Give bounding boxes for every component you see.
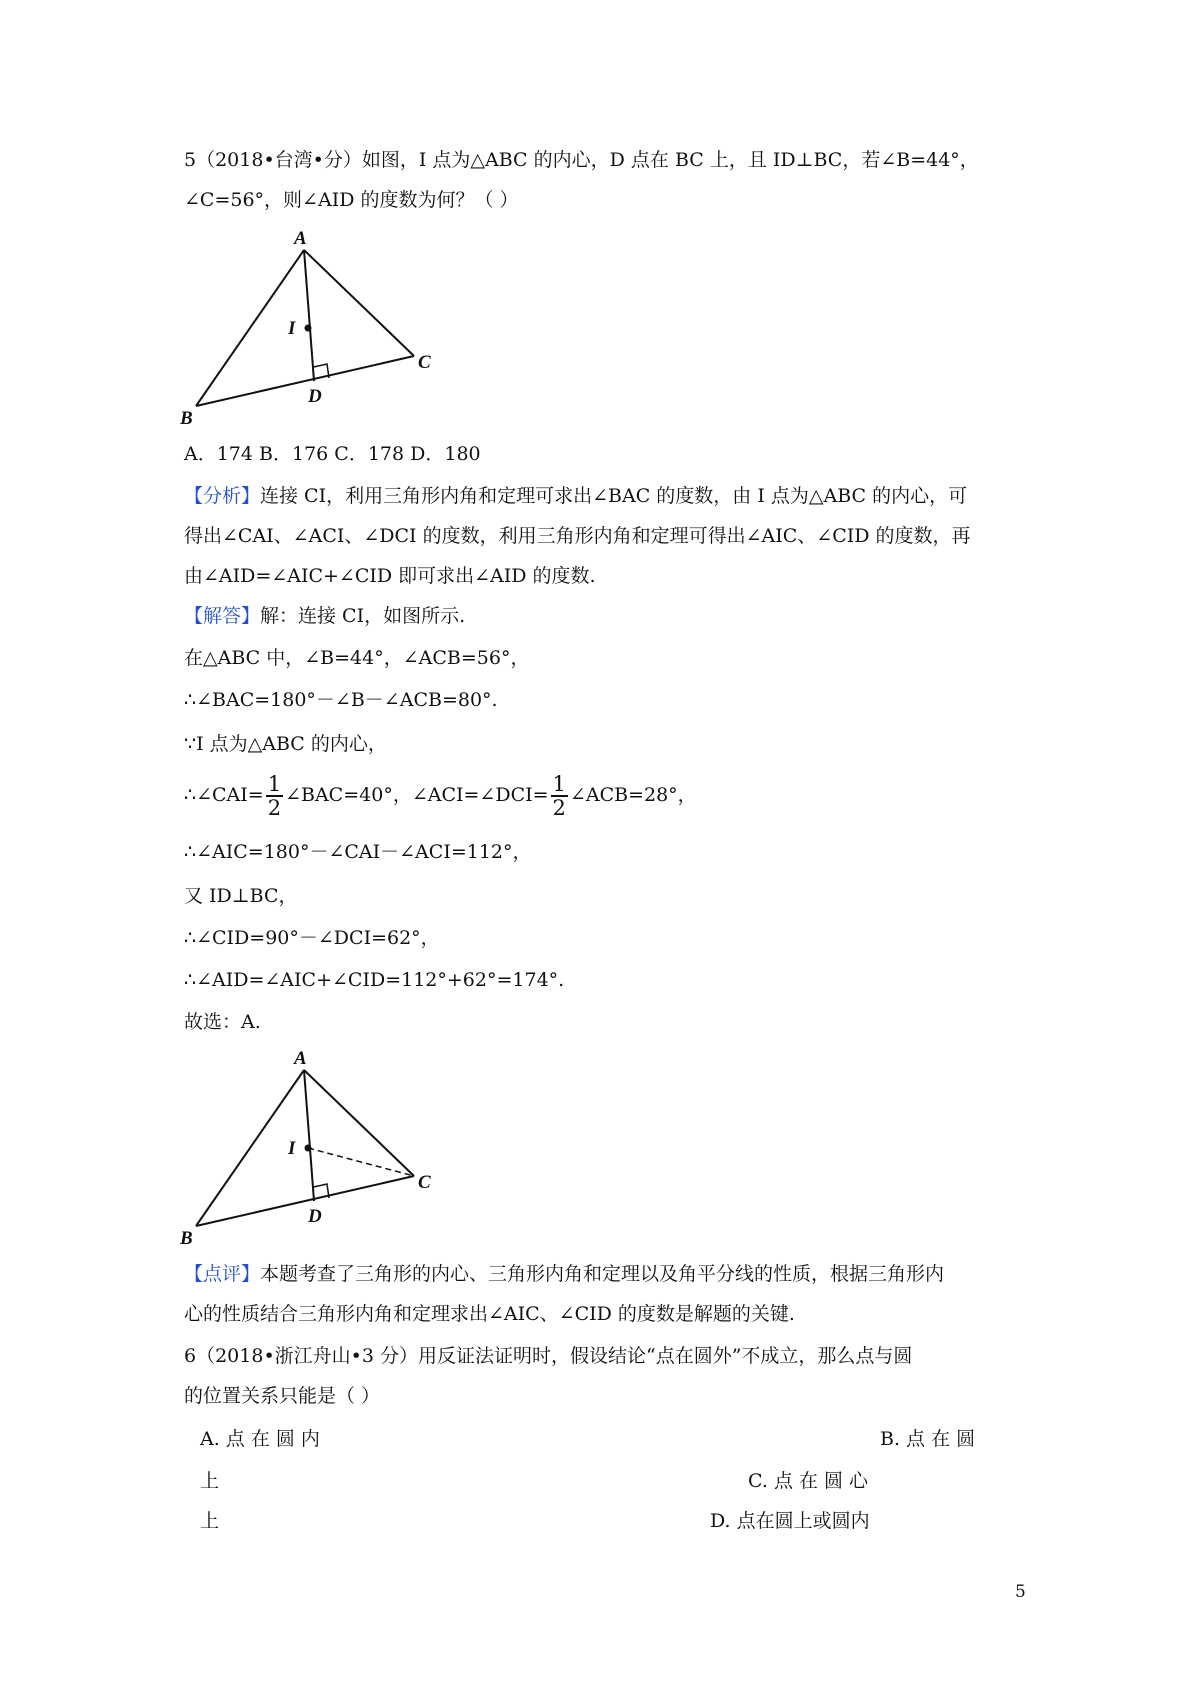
triangle-figure-1 xyxy=(178,228,478,438)
label-i: I xyxy=(288,1138,296,1159)
q6-option-c: C. 点 在 圆 心 xyxy=(748,1470,869,1492)
label-c: C xyxy=(418,352,431,373)
solution-line8: ∴∠CID=90°－∠DCI=62°， xyxy=(184,927,440,949)
review-line2: 心的性质结合三角形内角和定理求出∠AIC、∠CID 的度数是解题的关键. xyxy=(184,1303,795,1325)
label-d: D xyxy=(308,386,322,407)
label-a: A xyxy=(294,1048,307,1069)
analysis-line3: 由∠AID=∠AIC+∠CID 即可求出∠AID 的度数. xyxy=(184,565,596,587)
solution-line3: ∴∠BAC=180°－∠B－∠ACB=80°. xyxy=(184,689,498,711)
q6-stem-line1: 6（2018•浙江舟山•3 分）用反证法证明时，假设结论“点在圆外”不成立，那么点与圆 xyxy=(184,1345,913,1367)
solution-line2: 在△ABC 中，∠B=44°，∠ACB=56°， xyxy=(184,647,530,669)
label-i: I xyxy=(288,318,296,339)
q6-stem-line2: 的位置关系只能是（ ） xyxy=(184,1385,381,1407)
q5-options: A．174 B．176 C．178 D．180 xyxy=(184,443,481,465)
analysis-line2: 得出∠CAI、∠ACI、∠DCI 的度数，利用三角形内角和定理可得出∠AIC、∠CID 的度数，再 xyxy=(184,525,971,547)
page-number: 5 xyxy=(1015,1582,1026,1602)
solution-line7: 又 ID⊥BC， xyxy=(184,885,298,907)
label-b: B xyxy=(180,408,193,429)
solution-line4: ∵I 点为△ABC 的内心， xyxy=(184,733,387,755)
solution-tag: 【解答】 xyxy=(184,605,261,627)
review-line1: 【点评】本题考查了三角形的内心、三角形内角和定理以及角平分线的性质，根据三角形内 xyxy=(184,1263,945,1285)
solution-line1: 【解答】解：连接 CI，如图所示. xyxy=(184,605,466,627)
q6-option-a: A. 点 在 圆 内 xyxy=(200,1428,320,1450)
review-tag: 【点评】 xyxy=(184,1263,261,1285)
fraction-half: $\frac{1}{2}$ xyxy=(267,772,282,820)
label-c: C xyxy=(418,1172,431,1193)
analysis-tag: 【分析】 xyxy=(184,485,261,507)
solution-line9: ∴∠AID=∠AIC+∠CID=112°+62°=174°. xyxy=(184,969,565,991)
fraction-half: $\frac{1}{2}$ xyxy=(552,772,566,820)
solution-line5: ∴∠CAI= $\frac{1}{2}$ ∠BAC=40°，∠ACI=∠DCI= $\frac{1}{2}$ ∠ACB=28°， xyxy=(184,772,697,820)
q6-option-c-tail: 上 xyxy=(200,1510,220,1532)
solution-line6: ∴∠AIC=180°－∠CAI－∠ACI=112°， xyxy=(184,841,532,863)
label-b: B xyxy=(180,1228,193,1249)
label-d: D xyxy=(308,1206,322,1227)
q6-option-d: D. 点在圆上或圆内 xyxy=(710,1510,870,1532)
label-a: A xyxy=(294,228,307,249)
solution-line10: 故选：A. xyxy=(184,1011,261,1033)
q5-stem-line1: 5（2018•台湾•分）如图，I 点为△ABC 的内心，D 点在 BC 上，且 ID⊥BC，若∠B=44°， xyxy=(184,149,979,171)
q5-stem-line2: ∠C=56°，则∠AID 的度数为何？（ ） xyxy=(184,189,519,211)
q6-option-b-tail: 上 xyxy=(200,1470,220,1492)
triangle-figure-2 xyxy=(178,1048,478,1258)
q6-option-b: B. 点 在 圆 xyxy=(880,1428,976,1450)
analysis-line1: 【分析】连接 CI，利用三角形内角和定理可求出∠BAC 的度数，由 I 点为△ABC 的内心，可 xyxy=(184,485,968,507)
